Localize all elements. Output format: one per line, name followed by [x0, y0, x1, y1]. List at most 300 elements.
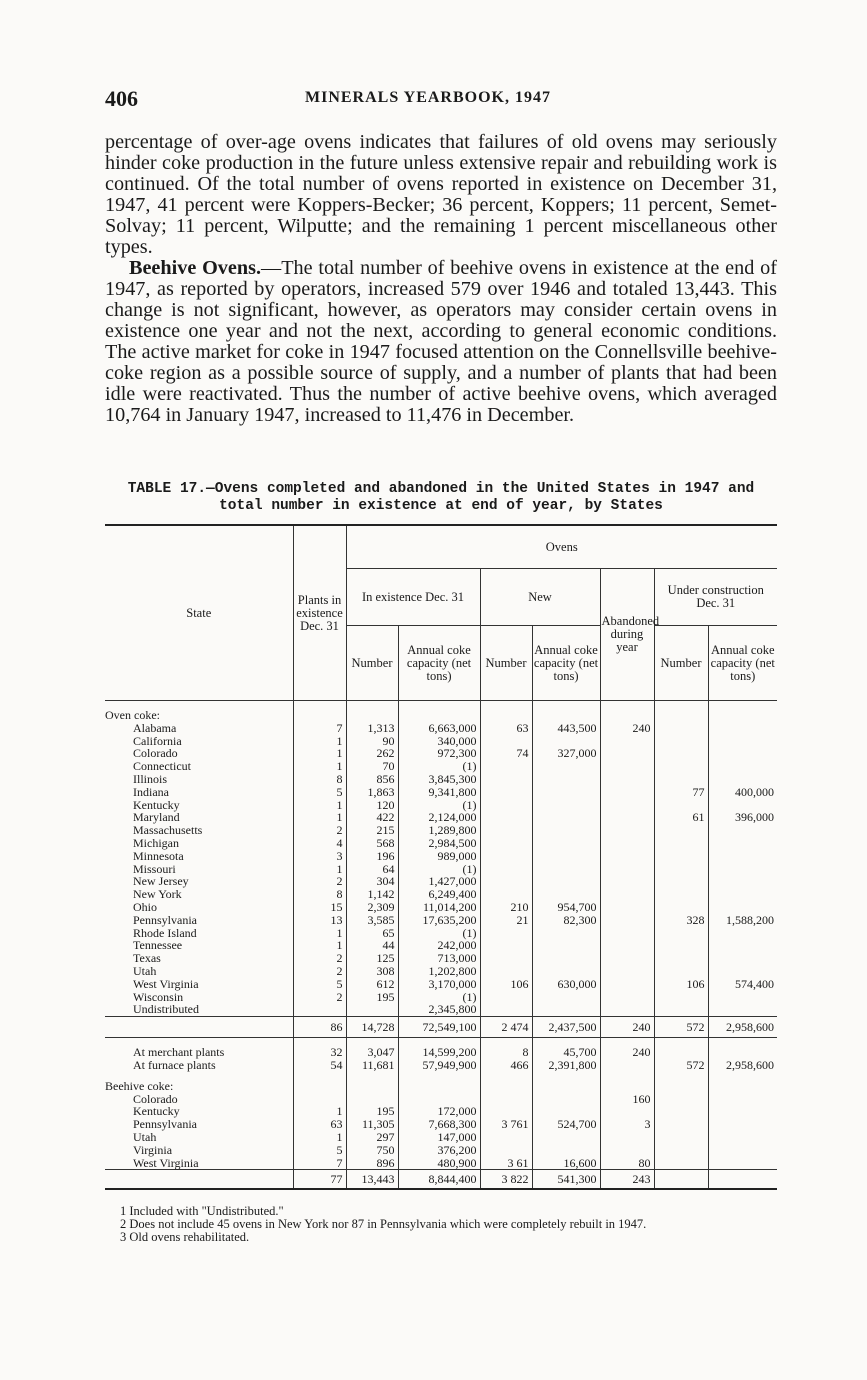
- value-cell: 240: [600, 722, 654, 735]
- value-cell: [480, 952, 532, 965]
- state-name-cell: Utah: [133, 1129, 157, 1144]
- header-ovens: Ovens: [346, 525, 777, 569]
- value-cell: [708, 1131, 777, 1144]
- value-cell: [654, 837, 708, 850]
- value-cell: [708, 1170, 777, 1190]
- value-cell: 14,599,200: [398, 1046, 480, 1059]
- value-cell: 242,000: [398, 939, 480, 952]
- value-cell: [480, 1003, 532, 1016]
- value-cell: [532, 939, 600, 952]
- value-cell: 63: [293, 1118, 346, 1131]
- value-cell: [480, 811, 532, 824]
- value-cell: 11,305: [346, 1118, 398, 1131]
- table-row: [105, 786, 777, 799]
- state-name-cell: Pennsylvania: [133, 1117, 197, 1132]
- value-cell: 1: [293, 760, 346, 773]
- value-cell: 572: [654, 1017, 708, 1038]
- state-name-cell: Connecticut: [133, 759, 191, 774]
- value-cell: 524,700: [532, 1118, 600, 1131]
- value-cell: [600, 735, 654, 748]
- table-row: [105, 901, 777, 914]
- value-cell: 572: [654, 1059, 708, 1072]
- value-cell: [708, 1046, 777, 1059]
- value-cell: [600, 1144, 654, 1157]
- value-cell: 750: [346, 1144, 398, 1157]
- paragraph-2: [105, 258, 777, 426]
- value-cell: 954,700: [532, 901, 600, 914]
- value-cell: 1,202,800: [398, 965, 480, 978]
- value-cell: 340,000: [398, 735, 480, 748]
- value-cell: [532, 965, 600, 978]
- value-cell: [532, 1144, 600, 1157]
- value-cell: 422: [346, 811, 398, 824]
- value-cell: [600, 901, 654, 914]
- value-cell: [654, 824, 708, 837]
- value-cell: 308: [346, 965, 398, 978]
- header-existence-capacity: Annual coke capacity (net tons): [398, 626, 480, 701]
- value-cell: 1,588,200: [708, 914, 777, 927]
- state-name-cell: [105, 1170, 293, 1190]
- value-cell: 2,309: [346, 901, 398, 914]
- value-cell: 3 761: [480, 1118, 532, 1131]
- value-cell: 5: [293, 1144, 346, 1157]
- value-cell: 327,000: [532, 747, 600, 760]
- value-cell: 3: [293, 850, 346, 863]
- value-cell: 297: [346, 1131, 398, 1144]
- table-row: [105, 1131, 777, 1144]
- value-cell: 2,437,500: [532, 1017, 600, 1038]
- value-cell: 3 61: [480, 1157, 532, 1170]
- value-cell: 262: [346, 747, 398, 760]
- value-cell: 1: [293, 735, 346, 748]
- value-cell: 3: [600, 1118, 654, 1131]
- state-name-cell: Undistributed: [133, 1002, 199, 1017]
- value-cell: [708, 735, 777, 748]
- running-title: MINERALS YEARBOOK, 1947: [305, 89, 551, 106]
- state-name-cell: Indiana: [133, 784, 169, 799]
- value-cell: [480, 927, 532, 940]
- value-cell: [600, 914, 654, 927]
- value-cell: 72,549,100: [398, 1017, 480, 1038]
- section-label: Beehive coke:: [105, 1078, 174, 1093]
- value-cell: 1: [293, 811, 346, 824]
- value-cell: [654, 722, 708, 735]
- value-cell: [600, 927, 654, 940]
- value-cell: [480, 837, 532, 850]
- value-cell: 1,863: [346, 786, 398, 799]
- value-cell: 7: [293, 722, 346, 735]
- value-cell: (1): [398, 927, 480, 940]
- value-cell: 240: [600, 1017, 654, 1038]
- paragraph-2-lead: Beehive Ovens.: [129, 257, 261, 279]
- value-cell: [654, 773, 708, 786]
- state-name-cell: Texas: [133, 951, 161, 966]
- value-cell: 1: [293, 1105, 346, 1118]
- value-cell: [654, 952, 708, 965]
- value-cell: [654, 939, 708, 952]
- value-cell: [600, 1131, 654, 1144]
- value-cell: 14,728: [346, 1017, 398, 1038]
- value-cell: 3,170,000: [398, 978, 480, 991]
- state-name-cell: California: [133, 733, 182, 748]
- value-cell: 6,249,400: [398, 888, 480, 901]
- value-cell: 2,984,500: [398, 837, 480, 850]
- state-name-cell: Virginia: [133, 1142, 173, 1157]
- value-cell: [600, 850, 654, 863]
- value-cell: [480, 850, 532, 863]
- value-cell: 8,844,400: [398, 1170, 480, 1190]
- value-cell: 120: [346, 799, 398, 812]
- table-row: [105, 978, 777, 991]
- value-cell: [654, 901, 708, 914]
- value-cell: [600, 747, 654, 760]
- value-cell: [532, 991, 600, 1004]
- value-cell: 1: [293, 747, 346, 760]
- value-cell: [600, 991, 654, 1004]
- value-cell: 215: [346, 824, 398, 837]
- state-name-cell: [105, 1017, 293, 1038]
- value-cell: [708, 1003, 777, 1016]
- value-cell: [708, 939, 777, 952]
- value-cell: [532, 952, 600, 965]
- value-cell: 4: [293, 837, 346, 850]
- value-cell: [600, 760, 654, 773]
- value-cell: [600, 1059, 654, 1072]
- value-cell: [480, 939, 532, 952]
- value-cell: 57,949,900: [398, 1059, 480, 1072]
- value-cell: [654, 1170, 708, 1190]
- footnote-3: 3 Old ovens rehabilitated.: [120, 1230, 250, 1244]
- value-cell: [654, 888, 708, 901]
- value-cell: [480, 760, 532, 773]
- value-cell: [600, 1003, 654, 1016]
- header-plants: Plants in existence Dec. 31: [293, 525, 346, 701]
- page-header: [105, 86, 772, 112]
- value-cell: 77: [293, 1170, 346, 1190]
- value-cell: 106: [480, 978, 532, 991]
- paragraph-1: percentage of over-age ovens indicates that failures of old ovens may seriously hinder coke production in the future unless extensive repair and rebuilding work is continued. Of the total number of ovens reported in existence on December 31, 1947, 41 percent were Koppers-Becker; 36 percent, Koppers; 11 percent, Semet-Solvay; 11 percent, Wilputte; and the remaining 1 percent miscellaneous other types.: [105, 131, 777, 258]
- value-cell: [532, 927, 600, 940]
- value-cell: 7: [293, 1157, 346, 1170]
- value-cell: [532, 837, 600, 850]
- value-cell: 172,000: [398, 1105, 480, 1118]
- value-cell: 1,313: [346, 722, 398, 735]
- value-cell: (1): [398, 760, 480, 773]
- body-text: [105, 132, 777, 426]
- table-row: [105, 1144, 777, 1157]
- state-name-cell: Pennsylvania: [133, 912, 197, 927]
- value-cell: [654, 863, 708, 876]
- table-caption-line-1: TABLE 17.—Ovens completed and abandoned in the United States in 1947 and: [127, 481, 755, 497]
- value-cell: 443,500: [532, 722, 600, 735]
- value-cell: 2: [293, 824, 346, 837]
- value-cell: [654, 927, 708, 940]
- section-row-beehive-coke: [105, 1080, 777, 1093]
- state-name-cell: Wisconsin: [133, 989, 184, 1004]
- value-cell: [708, 760, 777, 773]
- header-existence-number: Number: [346, 626, 398, 701]
- value-cell: 243: [600, 1170, 654, 1190]
- value-cell: 9,341,800: [398, 786, 480, 799]
- value-cell: [480, 863, 532, 876]
- header-new-number: Number: [480, 626, 532, 701]
- value-cell: [654, 735, 708, 748]
- value-cell: 2,958,600: [708, 1017, 777, 1038]
- value-cell: 147,000: [398, 1131, 480, 1144]
- value-cell: 2,345,800: [398, 1003, 480, 1016]
- state-name-cell: New York: [133, 887, 182, 902]
- value-cell: 396,000: [708, 811, 777, 824]
- section-row-oven-coke: [105, 709, 777, 722]
- value-cell: [600, 952, 654, 965]
- value-cell: 2,124,000: [398, 811, 480, 824]
- state-name-cell: Rhode Island: [133, 925, 197, 940]
- header-in-existence: In existence Dec. 31: [346, 569, 480, 626]
- value-cell: [600, 786, 654, 799]
- value-cell: 106: [654, 978, 708, 991]
- value-cell: [600, 773, 654, 786]
- value-cell: 466: [480, 1059, 532, 1072]
- value-cell: 630,000: [532, 978, 600, 991]
- value-cell: [654, 1131, 708, 1144]
- value-cell: 196: [346, 850, 398, 863]
- table-row: [105, 1059, 777, 1072]
- value-cell: [532, 1003, 600, 1016]
- state-name-cell: Massachusetts: [133, 823, 203, 838]
- beehive-total-row: [105, 1170, 777, 1190]
- header-abandoned: Abandoned during year: [600, 569, 654, 701]
- value-cell: (1): [398, 991, 480, 1004]
- state-name-cell: At merchant plants: [133, 1045, 225, 1060]
- value-cell: [708, 991, 777, 1004]
- value-cell: [654, 1144, 708, 1157]
- value-cell: 11,681: [346, 1059, 398, 1072]
- value-cell: [480, 786, 532, 799]
- value-cell: 3,845,300: [398, 773, 480, 786]
- value-cell: 54: [293, 1059, 346, 1072]
- value-cell: 44: [346, 939, 398, 952]
- value-cell: [600, 978, 654, 991]
- value-cell: [532, 773, 600, 786]
- value-cell: 13: [293, 914, 346, 927]
- value-cell: [532, 1131, 600, 1144]
- value-cell: 328: [654, 914, 708, 927]
- state-name-cell: Maryland: [133, 810, 180, 825]
- value-cell: [708, 1105, 777, 1118]
- value-cell: [532, 760, 600, 773]
- value-cell: [654, 760, 708, 773]
- state-name-cell: Minnesota: [133, 848, 184, 863]
- table-row: [105, 747, 777, 760]
- value-cell: 8: [293, 773, 346, 786]
- value-cell: 32: [293, 1046, 346, 1059]
- value-cell: 160: [600, 1093, 654, 1106]
- state-name-cell: Illinois: [133, 771, 168, 786]
- value-cell: [654, 1105, 708, 1118]
- value-cell: 2: [293, 991, 346, 1004]
- value-cell: [480, 875, 532, 888]
- value-cell: [480, 1093, 532, 1106]
- state-name-cell: West Virginia: [133, 1155, 199, 1170]
- value-cell: 63: [480, 722, 532, 735]
- table-caption: [105, 481, 777, 515]
- state-name-cell: Colorado: [133, 746, 178, 761]
- footnote-2: 2 Does not include 45 ovens in New York nor 87 in Pennsylvania which were completely rebuilt in 1947.: [120, 1217, 647, 1231]
- value-cell: 74: [480, 747, 532, 760]
- value-cell: 3,585: [346, 914, 398, 927]
- value-cell: 896: [346, 1157, 398, 1170]
- value-cell: [600, 811, 654, 824]
- value-cell: 574,400: [708, 978, 777, 991]
- value-cell: 11,014,200: [398, 901, 480, 914]
- value-cell: [480, 991, 532, 1004]
- value-cell: 2,958,600: [708, 1059, 777, 1072]
- value-cell: 2: [293, 965, 346, 978]
- header-state: State: [105, 525, 293, 701]
- value-cell: 210: [480, 901, 532, 914]
- table-row: [105, 837, 777, 850]
- value-cell: 45,700: [532, 1046, 600, 1059]
- ovens-table: [105, 524, 777, 1190]
- value-cell: [708, 965, 777, 978]
- value-cell: [708, 747, 777, 760]
- value-cell: [600, 824, 654, 837]
- table-row: [105, 850, 777, 863]
- value-cell: [480, 799, 532, 812]
- value-cell: [708, 888, 777, 901]
- value-cell: 77: [654, 786, 708, 799]
- oven-total-row: [105, 1017, 777, 1038]
- value-cell: [708, 824, 777, 837]
- value-cell: [708, 1118, 777, 1131]
- table-row: [105, 1157, 777, 1170]
- value-cell: 376,200: [398, 1144, 480, 1157]
- value-cell: 61: [654, 811, 708, 824]
- header-new: New: [480, 569, 600, 626]
- value-cell: 70: [346, 760, 398, 773]
- value-cell: [708, 952, 777, 965]
- value-cell: [654, 747, 708, 760]
- value-cell: 1: [293, 939, 346, 952]
- table-row: [105, 722, 777, 735]
- value-cell: [600, 965, 654, 978]
- value-cell: [532, 799, 600, 812]
- value-cell: 64: [346, 863, 398, 876]
- value-cell: 5: [293, 978, 346, 991]
- value-cell: [532, 811, 600, 824]
- value-cell: [708, 850, 777, 863]
- value-cell: [654, 1003, 708, 1016]
- value-cell: [600, 888, 654, 901]
- value-cell: [600, 863, 654, 876]
- value-cell: 195: [346, 1105, 398, 1118]
- table-body: [105, 701, 777, 1190]
- state-name-cell: Colorado: [133, 1091, 178, 1106]
- table-row: [105, 914, 777, 927]
- value-cell: 989,000: [398, 850, 480, 863]
- value-cell: 1: [293, 927, 346, 940]
- value-cell: 1: [293, 799, 346, 812]
- value-cell: 2: [293, 952, 346, 965]
- value-cell: 856: [346, 773, 398, 786]
- section-label: Oven coke:: [105, 708, 160, 722]
- footnotes: [120, 1205, 780, 1244]
- state-name-cell: Michigan: [133, 835, 179, 850]
- header-under-construction: Under construction Dec. 31: [654, 569, 777, 626]
- value-cell: 65: [346, 927, 398, 940]
- value-cell: 568: [346, 837, 398, 850]
- value-cell: 6,663,000: [398, 722, 480, 735]
- value-cell: 21: [480, 914, 532, 927]
- state-name-cell: Kentucky: [133, 797, 180, 812]
- value-cell: [532, 824, 600, 837]
- value-cell: 3,047: [346, 1046, 398, 1059]
- value-cell: 90: [346, 735, 398, 748]
- value-cell: [346, 1003, 398, 1016]
- value-cell: [654, 1118, 708, 1131]
- value-cell: [708, 927, 777, 940]
- value-cell: 240: [600, 1046, 654, 1059]
- state-name-cell: Utah: [133, 963, 157, 978]
- state-name-cell: West Virginia: [133, 976, 199, 991]
- value-cell: 8: [293, 888, 346, 901]
- value-cell: 713,000: [398, 952, 480, 965]
- value-cell: 195: [346, 991, 398, 1004]
- value-cell: 86: [293, 1017, 346, 1038]
- value-cell: 304: [346, 875, 398, 888]
- value-cell: 3 822: [480, 1170, 532, 1190]
- value-cell: [708, 837, 777, 850]
- value-cell: 1,427,000: [398, 875, 480, 888]
- value-cell: 82,300: [532, 914, 600, 927]
- value-cell: 1: [293, 1131, 346, 1144]
- paragraph-2-text: —The total number of beehive ovens in existence at the end of 1947, as reported by operators, increased 579 over 1946 and totaled 13,443. This change is not significant, however, as operators may consider certain ovens in existence one year and not the next, according to general economic conditions. The active market for coke in 1947 focused attention on the Connellsville beehive-coke region as a possible source of supply, and a number of plants that had been idle were reactivated. Thus the number of active beehive ovens, which averaged 10,764 in January 1947, increased to 11,476 in December.: [105, 257, 777, 426]
- value-cell: [600, 939, 654, 952]
- value-cell: [708, 722, 777, 735]
- value-cell: [654, 875, 708, 888]
- value-cell: [708, 901, 777, 914]
- table-row: [105, 773, 777, 786]
- value-cell: 480,900: [398, 1157, 480, 1170]
- header-construction-number: Number: [654, 626, 708, 701]
- state-name-cell: Ohio: [133, 899, 157, 914]
- value-cell: [600, 837, 654, 850]
- value-cell: [708, 773, 777, 786]
- value-cell: [654, 1093, 708, 1106]
- value-cell: 7,668,300: [398, 1118, 480, 1131]
- value-cell: 17,635,200: [398, 914, 480, 927]
- value-cell: [532, 875, 600, 888]
- value-cell: (1): [398, 799, 480, 812]
- value-cell: 80: [600, 1157, 654, 1170]
- value-cell: 972,300: [398, 747, 480, 760]
- header-new-capacity: Annual coke capacity (net tons): [532, 626, 600, 701]
- table-row: [105, 965, 777, 978]
- value-cell: [532, 850, 600, 863]
- header-construction-capacity: Annual coke capacity (net tons): [708, 626, 777, 701]
- value-cell: [708, 1157, 777, 1170]
- value-cell: 125: [346, 952, 398, 965]
- value-cell: [532, 1093, 600, 1106]
- value-cell: 2 474: [480, 1017, 532, 1038]
- value-cell: 8: [480, 1046, 532, 1059]
- value-cell: 541,300: [532, 1170, 600, 1190]
- value-cell: [600, 799, 654, 812]
- value-cell: 1: [293, 863, 346, 876]
- value-cell: [708, 875, 777, 888]
- state-name-cell: At furnace plants: [133, 1057, 216, 1072]
- state-name-cell: Missouri: [133, 861, 176, 876]
